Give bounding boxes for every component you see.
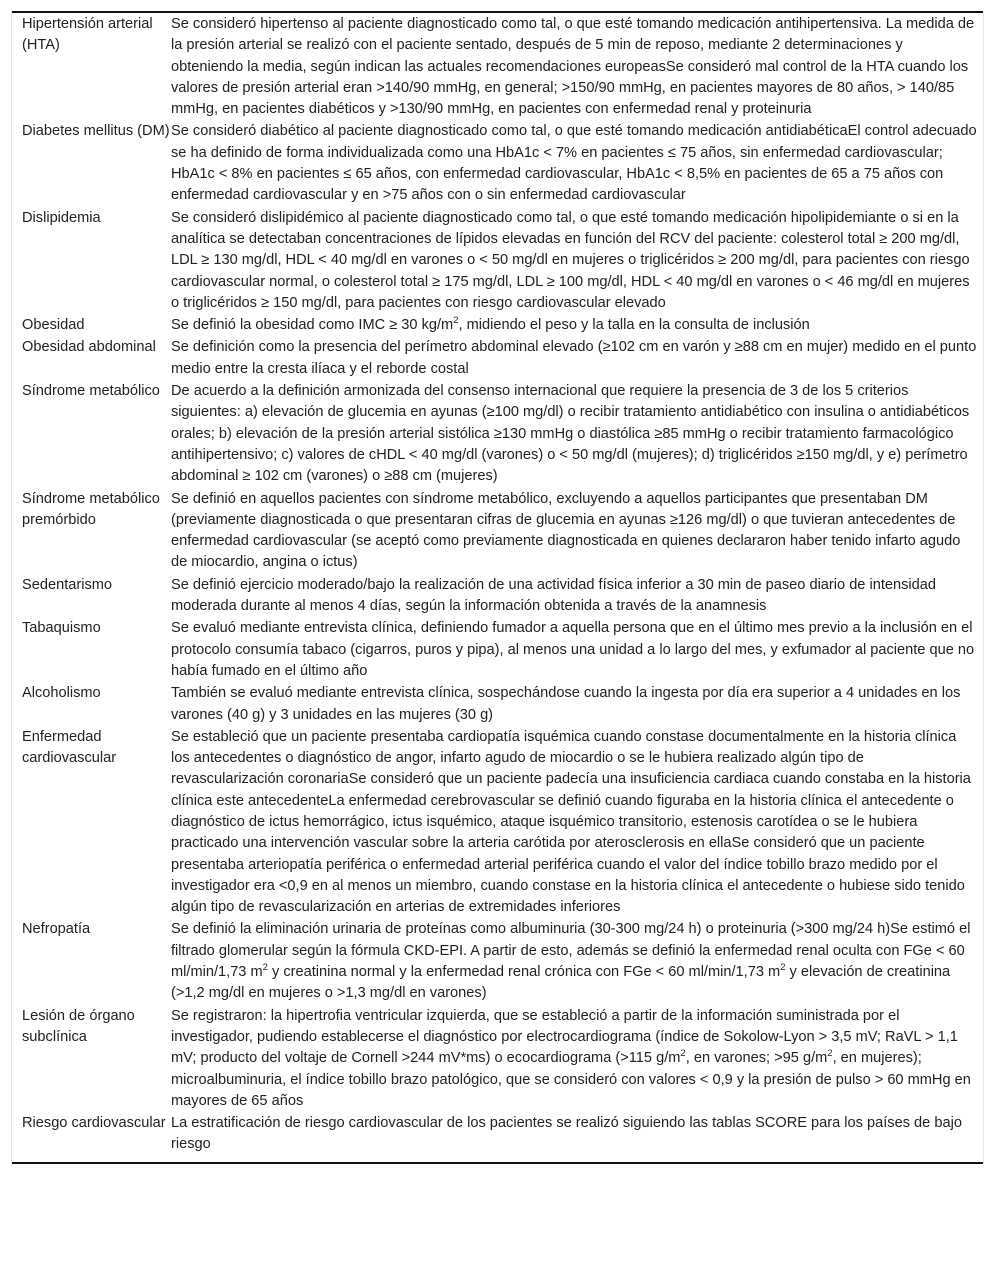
term-cell: Síndrome metabólico (22, 383, 160, 400)
superscript: 2 (453, 315, 459, 327)
definition-text: y elevación de creatinina (>1,2 mg/dl en mujeres o >1,3 mg/dl en varones) (171, 964, 951, 1002)
term-cell: Enfermedad cardiovascular (22, 728, 117, 767)
definitions-table-container (11, 11, 984, 1164)
term-cell: Obesidad (22, 317, 85, 334)
definition-text: Se definió la eliminación urinaria de proteínas como albuminuria (30-300 mg/24 h) o proteinuria (>300 mg/24 h)Se estimó el filtrado glomerular según la fórmula CKD-EPI. A partir de esto, además se definió la enfermedad renal oculta con FGe < 60 ml/min/1,73 m (171, 921, 971, 981)
definitions-table-body (12, 12, 983, 1163)
table-row-sedentarismo (12, 575, 983, 619)
definition-cell (171, 919, 983, 1005)
definition-cell: Se estableció que un paciente presentaba cardiopatía isquémica cuando constase documentalmente en la historia clínica los antecedentes o diagnóstico de angor, infarto agudo de miocardio o se le hubiera realizado algún tipo de revascularización coronariaSe consideró que un paciente padecía una insuficiencia cardiaca cuando constaba en la historia clínica este antecedenteLa enfermedad cerebrovascular se definió cuando figuraba en la historia clínica el antecedente o diagnóstico de ictus hemorrágico, ictus isquémico, ataque isquémico transitorio, estenosis carotídea o se le hubiera practicado una intervención vascular sobre la arteria carótida por aterosclerosis en ellaSe consideró que un paciente presentaba arteriopatía periférica o enfermedad arterial periférica cuando el valor del índice tobillo brazo medido por el investigador era <0,9 en al menos un miembro, cuando constase en la historia clínica el antecedente o hubiese sido tenido algún tipo de revascularización en arterias de extremidades inferiores (171, 728, 971, 916)
definition-text: , en varones; >95 g/m (685, 1050, 828, 1067)
superscript: 2 (680, 1048, 686, 1060)
definition-text: Se registraron: la hipertrofia ventricular izquierda, que se estableció a partir de la información suministrada por el investigador, pudiendo establecerse el diagnóstico por electrocardiograma (índice de Sokolow-Lyon > 3,5 mV; RaVL > 1,1 mV; producto del voltaje de Cornell >244 mV*ms) o ecocardiograma (>115 g/m (171, 1007, 958, 1067)
definition-text: , en mujeres); microalbuminuria, el índice tobillo brazo patológico, que se consideró con valores < 0,9 y la presión de pulso > 60 mmHg en mayores de 65 años (171, 1050, 971, 1109)
term-cell: Lesión de órgano subclínica (22, 1007, 135, 1045)
superscript: 2 (780, 962, 786, 974)
definition-text: Se definió la obesidad como IMC ≥ 30 kg/m (171, 317, 454, 334)
superscript: 2 (262, 962, 268, 974)
definition-text: , midiendo el peso y la talla en la consulta de inclusión (458, 317, 810, 334)
term-cell: Obesidad abdominal (22, 339, 156, 356)
table-row-hipertension (12, 12, 983, 121)
table-row-obesidad-abdominal (12, 337, 983, 381)
term-cell: Tabaquismo (22, 620, 101, 637)
table-row-sindrome-metabolico (12, 381, 983, 488)
definition-cell (171, 315, 983, 337)
definition-cell: Se definió en aquellos pacientes con síndrome metabólico, excluyendo a aquellos participantes que presentaban DM (previamente diagnosticada o que presentaran cifras de glucemia en ayunas ≥126 mg/dl) o que tuvieran antecedentes de enfermedad cardiovascular (se aceptó como previamente diagnosticada en quienes declararon haber tenido infarto agudo de miocardio, angina o ictus) (171, 490, 961, 571)
definition-cell (171, 1006, 983, 1113)
term-cell: Diabetes mellitus (DM) (22, 123, 170, 140)
definition-text: y creatinina normal y la enfermedad renal crónica con FGe < 60 ml/min/1,73 m (267, 964, 781, 981)
table-row-riesgo-cardiovascular (12, 1113, 983, 1163)
definition-cell: De acuerdo a la definición armonizada del consenso internacional que requiere la presencia de 3 de los 5 criterios siguientes: a) elevación de glucemia en ayunas (≥100 mg/dl) o recibir tratamiento antidiabético con insulina o antidiabéticos orales; b) elevación de la presión arterial sistólica ≥130 mmHg o diastólica ≥85 mmHg o recibir tratamiento farmacológico antihipertensivo; c) valores de cHDL < 40 mg/dl (varones) o < 50 mg/dl (mujeres); d) triglicéridos ≥150 mg/dl, y e) perímetro abdominal ≥ 102 cm (varones) o ≥88 cm (mujeres) (171, 383, 970, 485)
table-row-obesidad (12, 315, 983, 337)
definition-cell: Se definición como la presencia del perímetro abdominal elevado (≥102 cm en varón y ≥88 cm en mujer) medido en el punto medio entre la cresta ilíaca y el reborde costal (171, 339, 977, 377)
definition-cell: Se consideró dislipidémico al paciente diagnosticado como tal, o que esté tomando medicación hipolipidemiante o si en la analítica se detectaban concentraciones de lípidos elevadas en función del RCV del paciente: colesterol total ≥ 200 mg/dl, LDL ≥ 130 mg/dl, HDL < 40 mg/dl en varones o < 50 mg/dl en mujeres o triglicéridos ≥ 200 mg/dl, para pacientes con riesgo cardiovascular normal, o colesterol total ≥ 175 mg/dl, LDL ≥ 100 mg/dl, HDL < 40 mg/dl en varones o < 46 mg/dl en mujeres o triglicéridos ≥ 150 mg/dl, para pacientes con riesgo cardiovascular elevado (171, 209, 970, 311)
table-row-dislipidemia (12, 208, 983, 315)
term-cell: Dislipidemia (22, 209, 101, 226)
table-row-diabetes (12, 121, 983, 207)
term-cell: Sedentarismo (22, 576, 113, 593)
table-row-sindrome-metabolico-premorbido (12, 489, 983, 575)
term-cell: Riesgo cardiovascular (22, 1115, 166, 1132)
table-row-enfermedad-cardiovascular (12, 727, 983, 920)
definition-cell: Se consideró diabético al paciente diagnosticado como tal, o que esté tomando medicación antidiabéticaEl control adecuado se ha definido de forma individualizada como una HbA1c < 7% en pacientes ≤ 75 años, sin enfermedad cardiovascular; HbA1c < 8% en pacientes ≤ 65 años, con enfermedad cardiovascular, HbA1c < 8,5% en pacientes de 65 a 75 años con enfermedad cardiovascular y en >75 años con o sin enfermedad cardiovascular (171, 123, 977, 204)
definition-cell: Se consideró hipertenso al paciente diagnosticado como tal, o que esté tomando medicación antihipertensiva. La medida de la presión arterial se realizó con el paciente sentado, después de 5 min de reposo, mediante 2 determinaciones y obteniendo la media, según indican las actuales recomendaciones europeasSe consideró mal control de la HTA cuando los valores de presión arterial eran >140/90 mmHg, en general; >150/90 mmHg, en pacientes mayores de 80 años, > 140/85 mmHg, en pacientes diabéticos y >130/90 mmHg, en pacientes con enfermedad renal y proteinuria (171, 16, 975, 118)
table-row-alcoholismo (12, 683, 983, 727)
term-cell: Síndrome metabólico premórbido (22, 490, 160, 528)
definitions-table (12, 11, 983, 1164)
table-row-tabaquismo (12, 618, 983, 683)
table-row-lesion-organo-subclinica (12, 1006, 983, 1113)
table-row-nefropatia (12, 919, 983, 1005)
superscript: 2 (827, 1048, 833, 1060)
term-cell: Nefropatía (22, 921, 91, 938)
definition-cell: La estratificación de riesgo cardiovascular de los pacientes se realizó siguiendo las tablas SCORE para los países de bajo riesgo (171, 1115, 962, 1153)
term-cell: Hipertensión arterial (HTA) (22, 16, 153, 54)
term-cell: Alcoholismo (22, 685, 101, 702)
definition-cell: Se evaluó mediante entrevista clínica, definiendo fumador a aquella persona que en el último mes previo a la inclusión en el protocolo consumía tabaco (cigarros, puros y pipa), al menos una unidad a lo largo del mes, y exfumador al paciente que no había fumado en el último año (171, 620, 975, 679)
definition-cell: Se definió ejercicio moderado/bajo la realización de una actividad física inferior a 30 min de paseo diario de intensidad moderada durante al menos 4 días, según la información obtenida a través de la anamnesis (171, 576, 937, 615)
definition-cell: También se evaluó mediante entrevista clínica, sospechándose cuando la ingesta por día era superior a 4 unidades en los varones (40 g) y 3 unidades en las mujeres (30 g) (171, 685, 961, 723)
